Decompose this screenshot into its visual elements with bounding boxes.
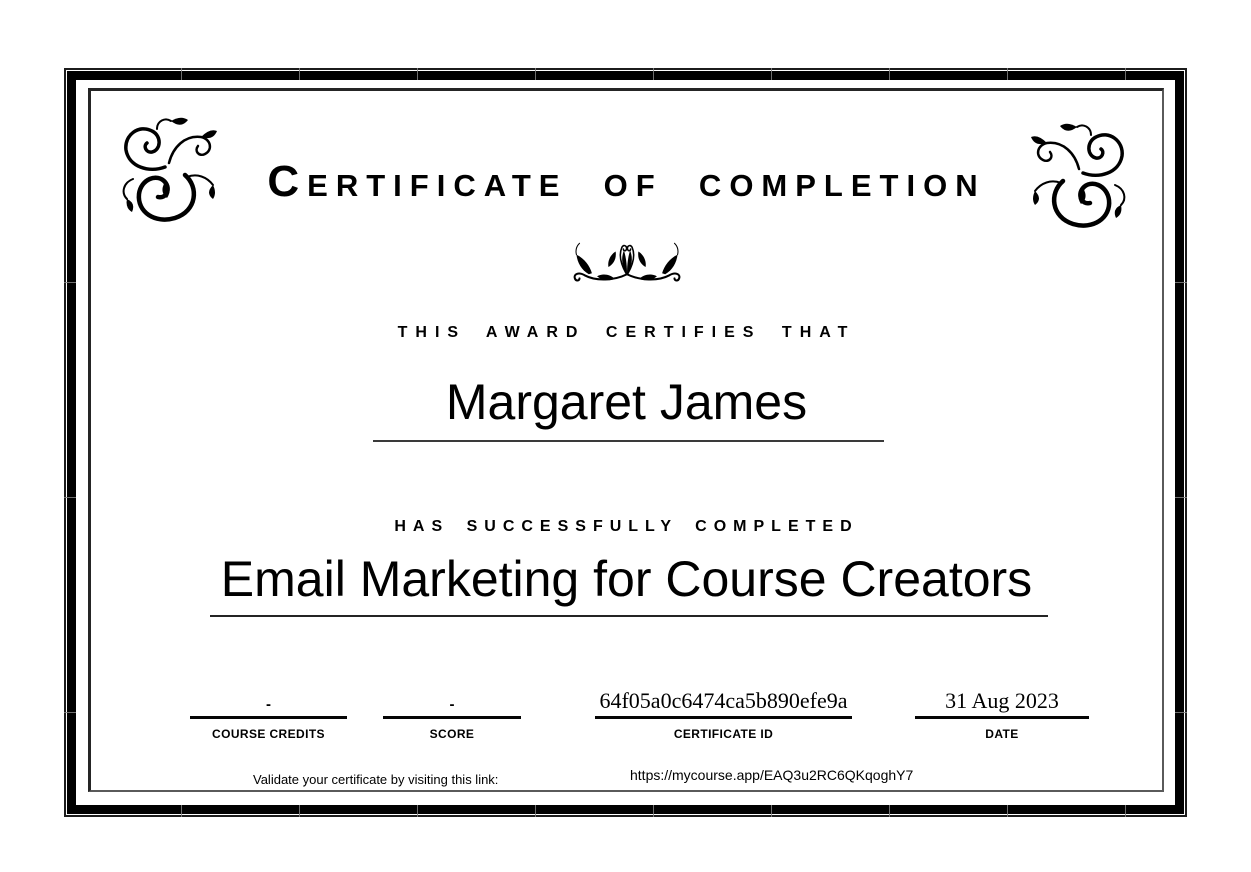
certificate-frame [64, 68, 1187, 817]
field-certificate-id [595, 682, 852, 741]
validation-instruction: Validate your certificate by visiting this link: [253, 772, 499, 787]
course-credits-value: - [266, 696, 271, 713]
score-value: - [449, 696, 455, 713]
course-credits-underline [190, 716, 347, 719]
validation-url: https://mycourse.app/EAQ3u2RC6QKqoghY7 [630, 767, 914, 783]
certificate-id-underline [595, 716, 852, 719]
recipient-name-underline [373, 440, 884, 442]
date-underline [915, 716, 1089, 719]
course-credits-label: COURSE CREDITS [212, 727, 325, 741]
course-name: Email Marketing for Course Creators [220, 551, 1033, 607]
recipient-name: Margaret James [445, 374, 808, 430]
successfully-completed-line: HAS SUCCESSFULLY COMPLETED [394, 518, 859, 535]
course-name-underline [210, 615, 1048, 617]
field-score [383, 682, 521, 741]
certificate-id-label: CERTIFICATE ID [673, 727, 774, 741]
certificate-title: Certificate of completion [267, 157, 986, 206]
certificate-id-value: 64f05a0c6474ca5b890efe9a [599, 688, 848, 713]
score-label: SCORE [429, 727, 475, 741]
score-underline [383, 716, 521, 719]
date-value: 31 Aug 2023 [945, 688, 1059, 713]
award-certifies-line: THIS AWARD CERTIFIES THAT [397, 324, 856, 341]
field-course-credits [190, 682, 347, 741]
floral-divider-icon [563, 239, 691, 293]
certificate-content [88, 88, 1164, 792]
date-label: DATE [985, 727, 1019, 741]
field-date [915, 682, 1089, 741]
